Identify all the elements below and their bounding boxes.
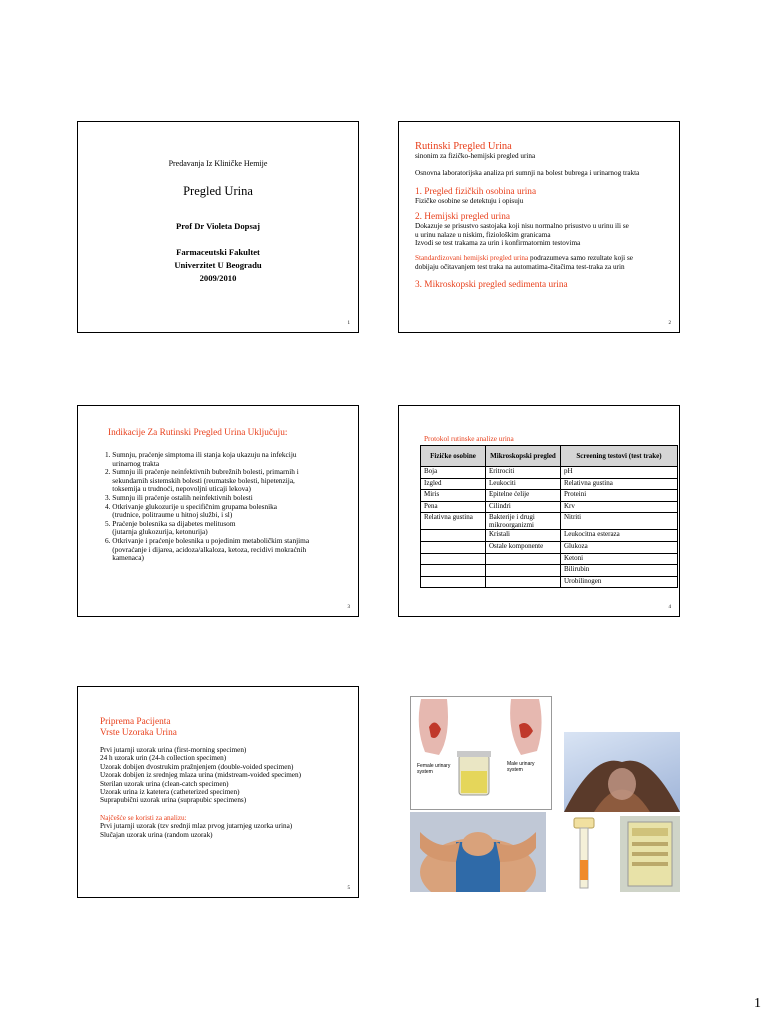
slide-number: 3 bbox=[347, 605, 350, 610]
slide-heading: Priprema Pacijenta bbox=[100, 717, 171, 727]
specimen-tube-illustration bbox=[564, 816, 616, 892]
note-line: Prvi jutarnji uzorak (tzv srednji mlaz prvog jutarnjeg uzorka urina) bbox=[100, 822, 293, 831]
indications-list bbox=[105, 451, 357, 563]
table-cell: Urobilinogen bbox=[561, 576, 678, 588]
specimen-item: 24 h uzorak urin (24-h collection specimen) bbox=[100, 754, 227, 763]
standardized-text bbox=[415, 254, 677, 262]
male-label: Male urinary system bbox=[507, 761, 535, 773]
table-cell: pH bbox=[561, 467, 678, 479]
table-row bbox=[421, 490, 678, 502]
section-1-text: Fizičke osobine se detektuju i opisuju bbox=[415, 196, 524, 205]
list-item: (povraćanje i dijarea, acidoza/alkaloza, ketoza, recidivi mokraćnih bbox=[105, 544, 307, 554]
slide-3 bbox=[77, 405, 359, 617]
list-item: 3. Sumnju ili praćenje ostalih neinfektivnih bolesti bbox=[105, 492, 253, 502]
section-1-title: 1. Pregled fizičkih osobina urina bbox=[415, 186, 537, 197]
list-item: 2. Sumnju ili praćenje neinfektivnih bubrežnih bolesti, primarnih i bbox=[105, 467, 299, 477]
table-cell: Relativna gustina bbox=[561, 478, 678, 490]
table-cell: Kristali bbox=[486, 530, 561, 542]
table-cell: Proteini bbox=[561, 490, 678, 502]
specimen-item: Sterilan uzorak urina (clean-catch specimen) bbox=[100, 779, 229, 788]
slide-2 bbox=[398, 121, 680, 333]
table-row bbox=[421, 478, 678, 490]
list-item: (jutarnja glukozurija, ketonurija) bbox=[105, 527, 208, 537]
table-cell bbox=[421, 576, 486, 588]
catheter-photo bbox=[564, 732, 680, 812]
list-item: (trudnice, politraume u hitnoj službi, i sl) bbox=[105, 510, 233, 520]
slide-number: 2 bbox=[668, 321, 671, 326]
slide-heading: Rutinski Pregled Urina bbox=[415, 141, 512, 152]
table-cell bbox=[486, 565, 561, 577]
table-cell: Relativna gustina bbox=[421, 513, 486, 530]
table-row bbox=[421, 576, 678, 588]
slide-1 bbox=[77, 121, 359, 333]
table-cell bbox=[486, 576, 561, 588]
list-item: sekundarnih sistemskih bolesti (reumatske bolesti, hipetenzija, bbox=[105, 475, 295, 485]
slide-heading: Indikacije Za Rutinski Pregled Urina Uključuju: bbox=[108, 428, 288, 438]
urine-bag-photo bbox=[620, 816, 680, 892]
slide-5 bbox=[77, 686, 359, 898]
table-cell: Krv bbox=[561, 501, 678, 513]
table-cell: Leukocitna esteraza bbox=[561, 530, 678, 542]
table-row bbox=[421, 513, 678, 530]
table-cell: Glukoza bbox=[561, 541, 678, 553]
table-row bbox=[421, 553, 678, 565]
academic-year: 2009/2010 bbox=[199, 273, 237, 283]
page-number: 1 bbox=[754, 996, 761, 1011]
list-item: urinarnog trakta bbox=[105, 458, 160, 468]
table-row bbox=[421, 530, 678, 542]
table-cell: Cilindri bbox=[486, 501, 561, 513]
faculty: Farmaceutski Fakultet bbox=[176, 247, 260, 257]
urinary-system-diagram bbox=[410, 696, 552, 810]
note-line: Slučajan uzorak urina (random uzorak) bbox=[100, 830, 213, 839]
table-cell: Eritrociti bbox=[486, 467, 561, 479]
table-row bbox=[421, 501, 678, 513]
column-header: Fizičke osobine bbox=[421, 446, 486, 467]
slide-6 bbox=[398, 686, 680, 898]
slide-subheading: Vrste Uzoraka Urina bbox=[100, 727, 177, 738]
table-cell bbox=[421, 530, 486, 542]
list-item: 5. Praćenje bolesnika sa dijabetes melitusom bbox=[105, 518, 236, 528]
table-cell: Boja bbox=[421, 467, 486, 479]
catheter-illustration bbox=[564, 732, 680, 812]
table-cell: Izgled bbox=[421, 478, 486, 490]
slide-4 bbox=[398, 405, 680, 617]
specimen-item: Uzorak urina iz katetera (catheterized specimen) bbox=[100, 788, 240, 797]
table-cell: Ostale komponente bbox=[486, 541, 561, 553]
table-cell bbox=[421, 553, 486, 565]
table-cell bbox=[421, 565, 486, 577]
patient-photo bbox=[410, 812, 546, 892]
author: Prof Dr Violeta Dopsaj bbox=[176, 221, 260, 231]
specimen-item: Uzorak dobijen dvostrukim pražnjenjem (double-voided specimen) bbox=[100, 762, 294, 771]
section-2-line: Izvodi se test trakama za urin i konfirmatornim testovima bbox=[415, 239, 581, 248]
most-used-note: Najčešće se koristi za analizu: bbox=[100, 813, 187, 822]
section-2-line: Dokazuje se prisustvo sastojaka koji nisu normalno prisustvo u urinu ili se bbox=[415, 222, 629, 231]
table-cell bbox=[486, 553, 561, 565]
list-item: toksemija u trudnoći, nepovoljni uticaji lekova) bbox=[105, 484, 251, 494]
slide-number: 4 bbox=[668, 605, 671, 610]
table-cell: Leukociti bbox=[486, 478, 561, 490]
slide-number: 1 bbox=[347, 321, 350, 326]
collection-kit-photo bbox=[564, 816, 616, 892]
table-cell: Bilirubin bbox=[561, 565, 678, 577]
specimen-item: Suprapubični uzorak urina (suprapubic specimens) bbox=[100, 796, 247, 805]
synonym-text: sinonim za fizičko-hemijski pregled urina bbox=[415, 152, 536, 160]
table-row bbox=[421, 541, 678, 553]
standardized-label: Standardizovani hemijski pregled urina bbox=[415, 254, 529, 263]
standardized-line: dobijaju očitavanjem test traka na automatima-čitačima test-traka za urin bbox=[415, 262, 625, 271]
female-label: Female urinary system bbox=[417, 763, 451, 775]
protocol-table bbox=[420, 445, 678, 588]
table-cell: Epitelne ćelije bbox=[486, 490, 561, 502]
slide-number: 5 bbox=[347, 886, 350, 891]
slide-heading: Protokol rutinske analize urina bbox=[424, 434, 514, 443]
table-cell bbox=[421, 541, 486, 553]
list-item: 4. Otkrivanje glukozurije u specifičnim grupama bolesnika bbox=[105, 501, 278, 511]
table-cell: Ketoni bbox=[561, 553, 678, 565]
specimen-item: Prvi jutarnji uzorak urina (first-morning specimen) bbox=[100, 746, 247, 754]
section-2-line: u urinu nalaze u niskim, fiziološkim granicama bbox=[415, 230, 551, 239]
table-cell: Miris bbox=[421, 490, 486, 502]
patient-illustration bbox=[410, 812, 546, 892]
list-item: 6. Otkrivanje i praćenje bolesnika u pojedinim metaboličkim stanjima bbox=[105, 535, 310, 545]
standardized-rest: podrazumeva samo rezultate koji se bbox=[528, 254, 633, 263]
list-item: 1. Sumnju, praćenje simptoma ili stanja koja ukazuju na infekciju bbox=[105, 450, 297, 459]
table-row bbox=[421, 565, 678, 577]
specimen-item: Uzorak dobijen iz srednjeg mlaza urina (midstream-voided specimen) bbox=[100, 771, 301, 780]
list-item: kamenaca) bbox=[105, 553, 144, 563]
university: Univerzitet U Beogradu bbox=[174, 260, 262, 270]
table-header-row bbox=[421, 446, 678, 467]
urine-bag-illustration bbox=[620, 816, 680, 892]
table-body bbox=[421, 467, 678, 588]
section-3-title: 3. Mikroskopski pregled sedimenta urina bbox=[415, 280, 568, 291]
intro-text: Osnovna laboratorijska analiza pri sumnji na bolest bubrega i urinarnog trakta bbox=[415, 169, 640, 178]
course-title: Predavanja Iz Kliničke Hemije bbox=[168, 159, 268, 168]
table-cell: Pena bbox=[421, 501, 486, 513]
table-cell: Nitriti bbox=[561, 513, 678, 530]
table-cell: Bakterije i drugi mikroorganizmi bbox=[486, 513, 561, 530]
column-header: Screening testovi (test trake) bbox=[561, 446, 678, 467]
section-2-title: 2. Hemijski pregled urina bbox=[415, 212, 511, 223]
table-row bbox=[421, 467, 678, 479]
urinary-anatomy-illustration bbox=[411, 697, 551, 809]
lecture-title: Pregled Urina bbox=[183, 184, 253, 198]
column-header: Mikroskopski pregled bbox=[486, 446, 561, 467]
